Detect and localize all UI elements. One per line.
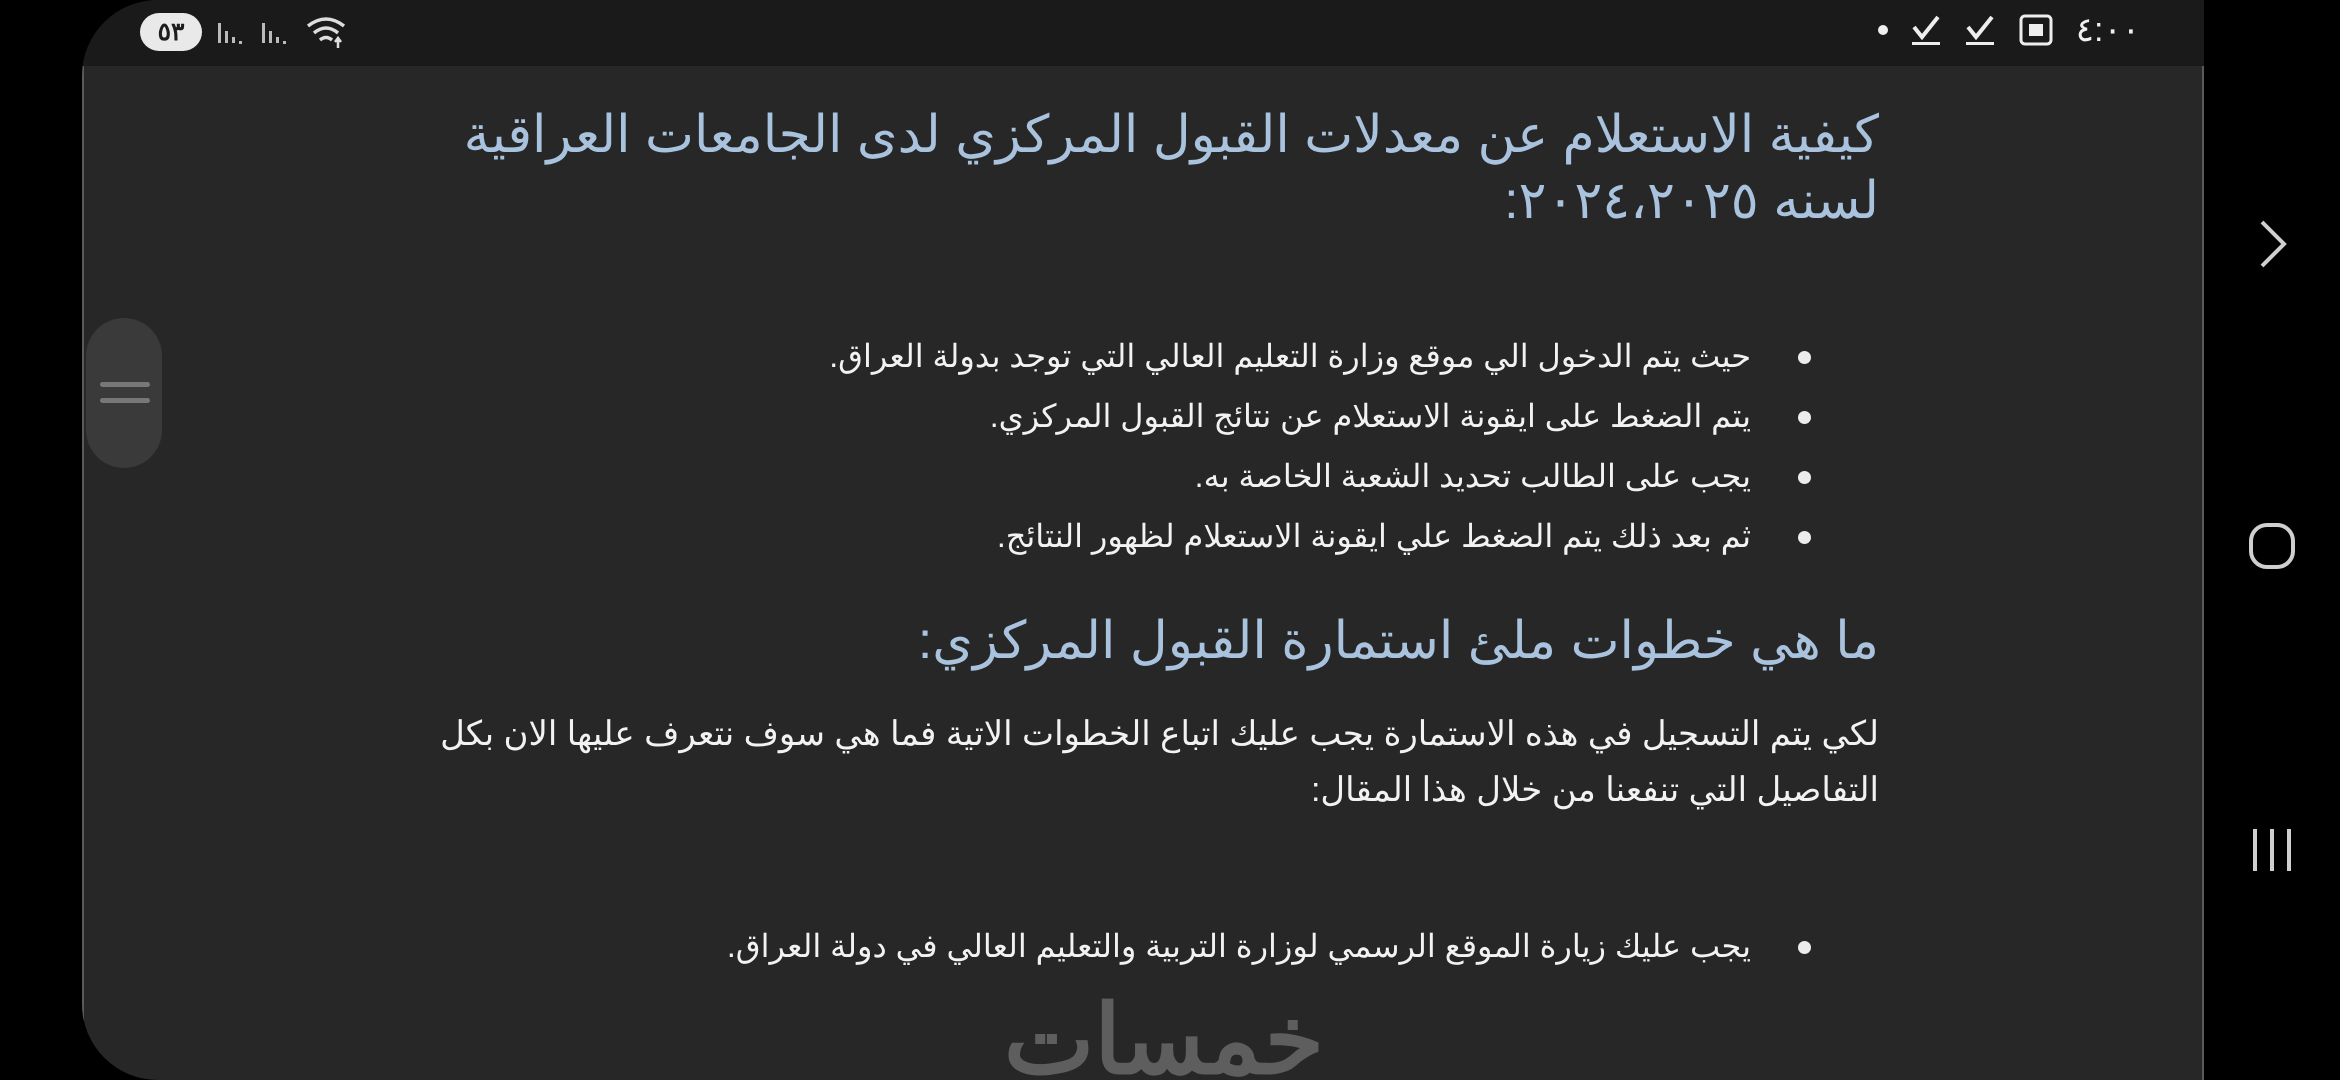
steps-list-1 [429, 326, 1879, 566]
list-item-text: يجب عليك زيارة الموقع الرسمي لوزارة التربية والتعليم العالي في دولة العراق. [726, 928, 1751, 964]
recents-icon [2247, 825, 2297, 875]
list-item-text: حيث يتم الدخول الي موقع وزارة التعليم العالي التي توجد بدولة العراق. [829, 338, 1751, 374]
handle-bar [100, 398, 150, 403]
list-item [429, 386, 1879, 446]
steps-list-2 [429, 916, 1879, 976]
list-item [429, 916, 1879, 976]
forward-button[interactable] [2244, 214, 2300, 274]
heading-inquiry-admission: كيفية الاستعلام عن معدلات القبول المركزي لدى الجامعات العراقية لسنه ٢٠٢٤،٢٠٢٥: [463, 106, 1879, 230]
list-item [429, 506, 1879, 566]
notification-dot-icon [1878, 25, 1888, 35]
list-item [429, 446, 1879, 506]
home-icon [2247, 521, 2297, 571]
edge-panel-handle[interactable] [86, 318, 162, 468]
khamsat-logo[interactable]: خمسات [1003, 987, 1324, 1080]
list-item-text: ثم بعد ذلك يتم الضغط علي ايقونة الاستعلام لظهور النتائج. [996, 518, 1751, 554]
check-icon [1964, 13, 1996, 47]
list-item [429, 326, 1879, 386]
home-button[interactable] [2244, 516, 2300, 576]
check-icon [1910, 13, 1942, 47]
status-left [140, 13, 348, 51]
list-item-text: يجب على الطالب تحديد الشعبة الخاصة به. [1194, 458, 1751, 494]
status-right [1878, 10, 2140, 50]
intro-paragraph: لكي يتم التسجيل في هذه الاستمارة يجب عليك اتباع الخطوات الاتية فما هي سوف نتعرف عليها الان بكل التفاصيل التي تنفعنا من خلال هذا المقال: [440, 715, 1879, 809]
web-content[interactable] [82, 66, 2204, 1080]
handle-bar [100, 382, 150, 387]
bullet-icon [1798, 531, 1811, 544]
navigation-bar [2204, 0, 2340, 1080]
battery-indicator: ٥٣ [140, 13, 202, 51]
bullet-icon [1798, 941, 1811, 954]
signal-icon [216, 17, 246, 47]
heading-form-steps: ما هي خطوات ملئ استمارة القبول المركزي: [917, 612, 1879, 670]
wifi-icon [304, 14, 348, 50]
bullet-icon [1798, 471, 1811, 484]
screenshot-icon [2018, 13, 2054, 47]
status-bar [82, 0, 2204, 66]
recents-button[interactable] [2244, 820, 2300, 880]
clock: ٤:٠٠ [2075, 11, 2140, 49]
bullet-icon [1798, 351, 1811, 364]
forward-chevron-icon [2252, 216, 2292, 272]
signal-icon [260, 17, 290, 47]
screen [82, 0, 2204, 1080]
list-item-text: يتم الضغط على ايقونة الاستعلام عن نتائج القبول المركزي. [989, 398, 1751, 434]
bullet-icon [1798, 411, 1811, 424]
